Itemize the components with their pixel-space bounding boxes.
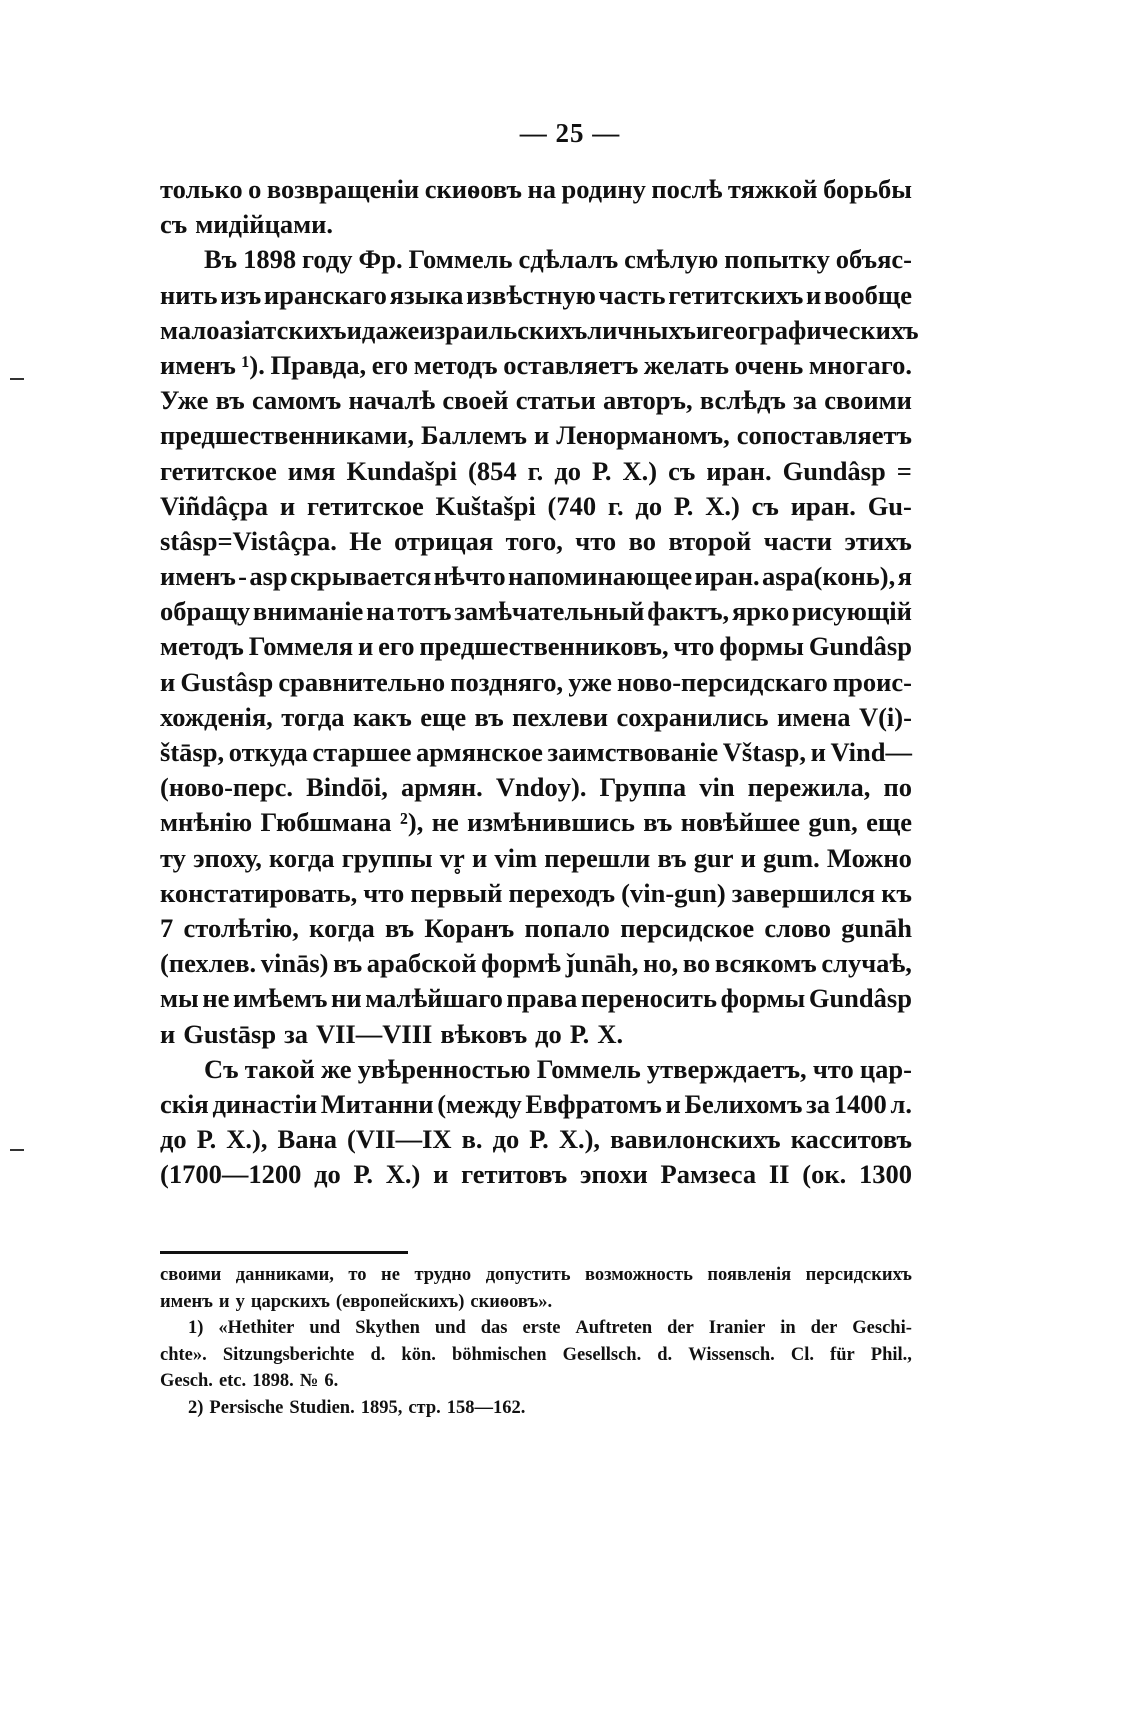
text-line: (1700—1200 до Р. X.) и гетитовъ эпохи Рамзеса II (ок. 1300	[160, 1159, 912, 1190]
text-line: именъ ¹). Правда, его методъ оставляетъ желать очень многаго.	[160, 349, 912, 380]
text-line: Уже въ самомъ началѣ своей статьи авторъ, вслѣдъ за своими	[160, 385, 912, 416]
text-line: (пехлев. vinās) въ арабской формѣ ǰunāh, но, во всякомъ случаѣ,	[160, 948, 912, 979]
footnote-line: 1) «Hethiter und Skythen und das erste Auftreten der Iranier in der Geschi-	[188, 1318, 912, 1338]
text-line: методъ Гоммеля и его предшественниковъ, что формы Gundâsp	[160, 631, 912, 662]
text-line: гетитское имя Kundašpi (854 г. до Р. X.) съ иран. Gundâsp =	[160, 455, 912, 486]
text-line: stâsp=Vistâçpa. Не отрицая того, что во второй части этихъ	[160, 525, 912, 556]
text-line: Viñdâçpa и гетитское Kuštašpi (740 г. до Р. X.) съ иран. Gu-	[160, 490, 912, 521]
footnote-line: 2) Persische Studien. 1895, стр. 158—162.	[188, 1397, 526, 1418]
footnote-line: Gesch. etc. 1898. № 6.	[160, 1371, 339, 1391]
text-line: мнѣнію Гюбшмана ²), не измѣнившись въ новѣйшее gun, еще	[160, 807, 912, 838]
margin-mark	[10, 378, 24, 380]
text-line: нить изъ иранскаго языка извѣстную часть гетитскихъ и вообще	[160, 279, 912, 310]
text-line: štāsp, откуда старшее армянское заимствованіе Vštasp, и Vind—	[160, 737, 912, 767]
main-text	[160, 172, 919, 1192]
text-line: констатировать, что первый переходъ (vin-gun) завершился къ	[160, 877, 912, 908]
text-line: малоазіатскихъ и даже израильскихъ личныхъ и географическихъ	[160, 314, 919, 345]
text-line: именъ - asp скрывается нѣчто напоминающее иран. aspa(конь), я	[160, 561, 912, 592]
text-line: ту эпоху, когда группы vr̥ и vim перешли въ gur и gum. Можно	[160, 842, 912, 873]
text-line: съ мидійцами.	[160, 209, 334, 240]
footnote-line: chte». Sitzungsberichte d. kön. böhmischen Gesellsch. d. Wissensch. Cl. für Phil.,	[160, 1344, 912, 1365]
text-line: только о возвращеніи скиѳовъ на родину послѣ тяжкой борьбы	[160, 174, 912, 204]
text-line: Въ 1898 году Фр. Гоммель сдѣлалъ смѣлую попытку объяс-	[204, 244, 912, 275]
text-line: мы не имѣемъ ни малѣйшаго права переносить формы Gundâsp	[160, 983, 912, 1014]
text-line: и Gustāsp за VII—VIII вѣковъ до Р. X.	[160, 1018, 624, 1049]
text-line: (ново-перс. Bindōi, армян. Vndoy). Группа vin пережила, по	[160, 772, 912, 803]
text-line: Съ такой же увѣренностью Гоммель утверждаетъ, что цар-	[204, 1053, 912, 1084]
text-line: и Gustâsp сравнительно поздняго, уже ново-персидскаго проис-	[160, 666, 912, 697]
text-line: хожденія, тогда какъ еще въ пехлеви сохранились имена V(i)-	[160, 701, 912, 732]
page-number: — 25 —	[519, 118, 621, 148]
text-line: до Р. X.), Вана (VII—IX в. до Р. X.), вавилонскихъ касситовъ	[160, 1124, 912, 1155]
footnote-line: своими данниками, то не трудно допустить возможность появленія персидскихъ	[160, 1265, 912, 1285]
text-line: обращу вниманіе на тотъ замѣчательный фактъ, ярко рисующій	[160, 596, 912, 627]
text-line: предшественниками, Баллемъ и Ленорманомъ, сопоставляетъ	[160, 420, 912, 451]
footnote-divider	[160, 1251, 408, 1254]
margin-mark	[10, 1149, 24, 1151]
footnotes	[160, 1262, 912, 1421]
text-line: 7 столѣтію, когда въ Коранъ попало персидское слово gunāh	[160, 912, 912, 943]
text-line: скія династіи Митанни (между Евфратомъ и Белихомъ за 1400 л.	[160, 1088, 912, 1119]
footnote-line: именъ и у царскихъ (европейскихъ) скиѳовъ».	[160, 1291, 553, 1312]
